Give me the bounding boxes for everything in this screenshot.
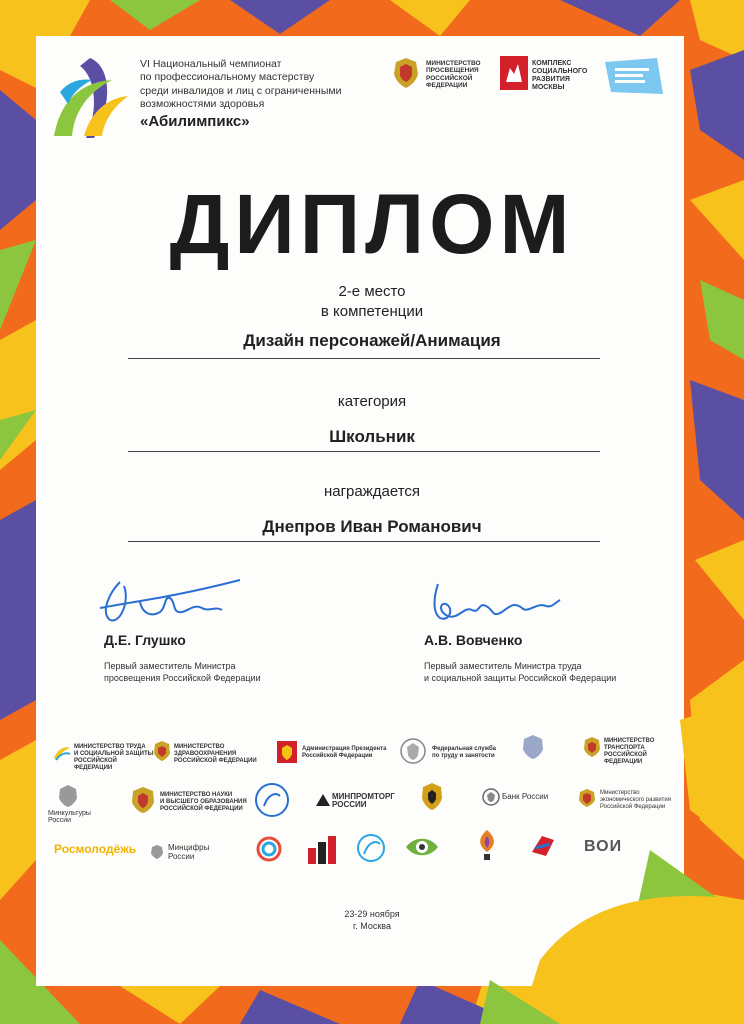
signatory-position: Первый заместитель Министра труда и социальной защиты Российской Федерации	[424, 661, 617, 683]
championship-line: VI Национальный чемпионат	[140, 58, 282, 70]
eye-logo-icon	[404, 834, 440, 860]
partner-logo-text: МИНПРОМТОРГ РОССИИ	[332, 792, 395, 809]
bank-russia-icon	[482, 788, 500, 806]
partner-logo-text: Минцифры России	[168, 843, 210, 861]
championship-line: среди инвалидов и лиц с ограниченными	[140, 84, 342, 97]
moscow-complex-logo-text: КОМПЛЕКС СОЦИАЛЬНОГО РАЗВИТИЯ МОСКВЫ	[532, 60, 588, 91]
signature-image	[418, 572, 568, 632]
voi-logo: ВОИ	[584, 838, 623, 855]
signatory-position: Первый заместитель Министра просвещения Российской Федерации	[104, 661, 261, 683]
coat-of-arms-icon	[582, 736, 602, 758]
partner-logo-text: Федеральная служба по труду и занятости	[432, 746, 497, 759]
partner-emblem-icon	[306, 832, 340, 866]
coat-of-arms-icon	[390, 56, 422, 90]
competence-name: Дизайн персонажей/Анимация	[243, 331, 501, 350]
championship-name: «Абилимпикс»	[140, 112, 250, 130]
awarded-label: награждается	[323, 483, 421, 500]
rosmolodezh-logo: Росмолодёжь	[54, 842, 137, 856]
category-name: Школьник	[329, 427, 415, 446]
coat-of-arms-icon	[56, 784, 80, 808]
mintrud-logo-icon	[52, 742, 72, 762]
coat-of-arms-icon	[520, 734, 546, 760]
coat-of-arms-icon	[420, 782, 444, 812]
partner-logo-text: Банк России	[502, 792, 549, 801]
partner-emblem-icon	[356, 832, 386, 864]
partner-emblem-icon	[252, 782, 292, 818]
partner-logo-text: МИНИСТЕРСТВО НАУКИ И ВЫСШЕГО ОБРАЗОВАНИЯ РОССИЙСКОЙ ФЕДЕРАЦИИ	[160, 792, 247, 812]
partner-logo-text: Минкультуры России	[48, 810, 91, 824]
divider	[128, 451, 600, 452]
coat-of-arms-icon	[152, 740, 172, 762]
ministry-education-logo-text: МИНИСТЕРСТВО ПРОСВЕЩЕНИЯ РОССИЙСКОЙ ФЕДЕРАЦИИ	[426, 60, 481, 90]
championship-header	[140, 58, 370, 132]
competence-label: в компетенции	[320, 303, 424, 320]
coat-of-arms-icon	[578, 788, 596, 808]
signatory-name: А.В. Вовченко	[424, 632, 523, 648]
national-project-logo	[605, 56, 663, 96]
divider	[128, 358, 600, 359]
category-label: категория	[337, 393, 407, 410]
partner-logo-text: МИНИСТЕРСТВО ТРУДА И СОЦИАЛЬНОЙ ЗАЩИТЫ РОССИЙСКОЙ ФЕДЕРАЦИИ	[74, 744, 154, 771]
partner-logo-text: Администрация Президента Российской Федерации	[302, 746, 387, 759]
partner-logo-text: МИНИСТЕРСТВО ЗДРАВООХРАНЕНИЯ РОССИЙСКОЙ ФЕДЕРАЦИИ	[174, 744, 257, 764]
signatory-name: Д.Е. Глушко	[104, 632, 186, 648]
recipient-name: Днепров Иван Романович	[262, 517, 482, 536]
signature-image	[90, 572, 250, 632]
minpromtorg-icon	[316, 794, 330, 806]
coat-of-arms-icon	[276, 740, 298, 764]
diploma-title: ДИПЛОМ	[169, 177, 575, 271]
partner-emblem-icon	[474, 828, 500, 862]
championship-line: возможностями здоровья	[140, 98, 265, 111]
place-text: 2-е место	[338, 283, 406, 300]
abilympics-logo	[50, 56, 130, 140]
event-city: г. Москва	[353, 921, 391, 931]
event-dates: 23-29 ноября	[344, 909, 400, 919]
partner-logo-text: МИНИСТЕРСТВО ТРАНСПОРТА РОССИЙСКОЙ ФЕДЕРАЦИИ	[604, 738, 655, 765]
divider	[128, 541, 600, 542]
championship-line: по профессиональному мастерству	[140, 71, 315, 84]
coat-of-arms-icon	[130, 786, 156, 814]
partner-logo-text: Министерство экономического развития Российской Федерации	[600, 790, 672, 810]
emblem-icon	[400, 738, 426, 764]
partner-emblem-icon	[528, 832, 558, 860]
moscow-emblem-icon	[500, 56, 528, 90]
coat-of-arms-icon	[150, 844, 164, 860]
partner-emblem-icon	[254, 834, 284, 864]
